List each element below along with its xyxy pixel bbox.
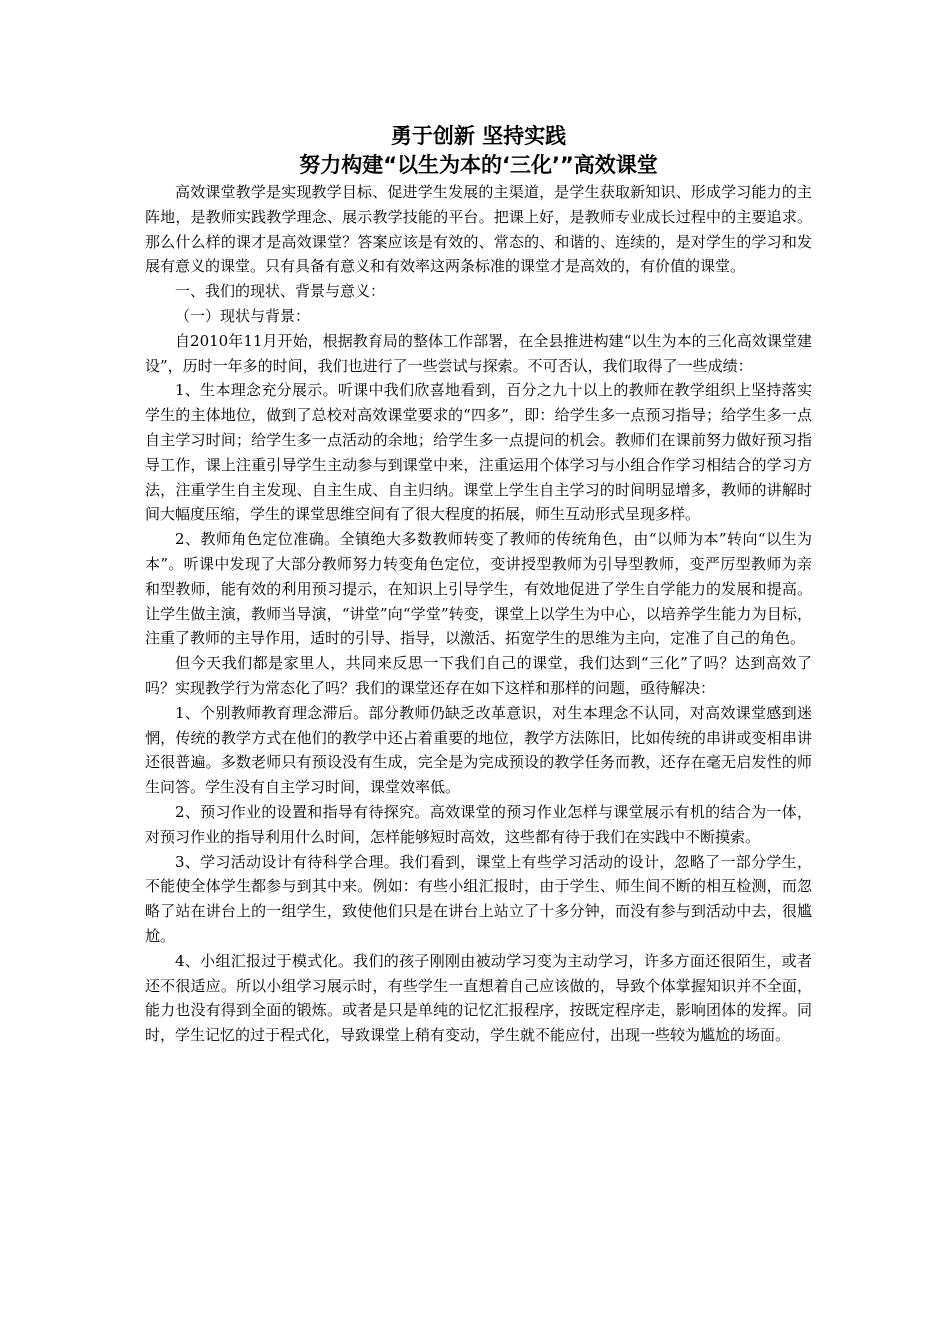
paragraph-problem-1: 1、个别教师教育理念滞后。部分教师仍缺乏改革意识，对生本理念不认同，对高效课堂感到迷惘，传统的教学方式在他们的教学中还占着重要的地位，教学方法陈旧，比如传统的串讲或变相串讲还很普遍。多数老师只有预设没有生成，完全是为完成预设的教学任务而教，还存在毫无启发性的师生问答。学生没有自主学习时间，课堂效率低。 bbox=[145, 703, 812, 797]
paragraph-intro: 高效课堂教学是实现教学目标、促进学生发展的主渠道，是学生获取新知识、形成学习能力的主阵地，是教师实践教学理念、展示教学技能的平台。把课上好，是教师专业成长过程中的主要追求。那么什么样的课才是高效课堂？答案应该是有效的、常态的、和谐的、连续的，是对学生的学习和发展有意义的课堂。只有具备有意义和有效率这两条标准的课堂才是高效的，有价值的课堂。 bbox=[145, 183, 812, 276]
heading-section-1: 一、我们的现状、背景与意义： bbox=[175, 282, 386, 301]
paragraph-problem-3: 3、学习活动设计有待科学合理。我们看到，课堂上有些学习活动的设计，忽略了一部分学生，不能使全体学生都参与到其中来。例如：有些小组汇报时，由于学生、师生间不断的相互检测，而忽略了站在讲台上的一组学生，致使他们只是在讲台上站立了十多分钟，而没有参与到活动中去，很尴尬。 bbox=[145, 852, 812, 945]
paragraph-achievement-1: 1、生本理念充分展示。听课中我们欣喜地看到，百分之九十以上的教师在教学组织上坚持落实学生的主体地位，做到了总校对高效课堂要求的“四多”，即：给学生多一点预习指导；给学生多一点自主学习时间；给学生多一点活动的余地；给学生多一点提问的机会。教师们在课前努力做好预习指导工作，课上注重引导学生主动参与到课堂中来，注重运用个体学习与小组合作学习相结合的学习方法，注重学生自主发现、自主生成、自主归纳。课堂上学生自主学习的时间明显增多，教师的讲解时间大幅度压缩，学生的课堂思维空间有了很大程度的拓展，师生互动形式呈现多样。 bbox=[145, 381, 812, 524]
paragraph-problem-2: 2、预习作业的设置和指导有待探究。高效课堂的预习作业怎样与课堂展示有机的结合为一体，对预习作业的指导利用什么时间，怎样能够短时高效，这些都有待于我们在实践中不断摸索。 bbox=[145, 802, 812, 846]
document-page bbox=[145, 122, 812, 1048]
paragraph-problem-4: 4、小组汇报过于模式化。我们的孩子刚刚由被动学习变为主动学习，许多方面还很陌生，或者还不很适应。所以小组学习展示时，有些学生一直想着自己应该做的，导致个体掌握知识并不全面，能力也没有得到全面的锻炼。或者是只是单纯的记忆汇报程序，按既定程序走，影响团体的发挥。同时，学生记忆的过于程式化，导致课堂上稍有变动，学生就不能应付，出现一些较为尴尬的场面。 bbox=[145, 951, 812, 1045]
heading-subsection-1: （一）现状与背景： bbox=[175, 306, 311, 325]
document-body bbox=[145, 180, 812, 1048]
paragraph-background: 自2010年11月开始，根据教育局的整体工作部署，在全县推进构建“以生为本的三化高效课堂建设”，历时一年多的时间，我们也进行了一些尝试与探索。不可否认，我们取得了一些成绩： bbox=[145, 331, 812, 375]
document-title-line-2: 努力构建“以生为本的‘三化’”高效课堂 bbox=[299, 153, 658, 177]
paragraph-achievement-2: 2、教师角色定位准确。全镇绝大多数教师转变了教师的传统角色，由“以师为本”转向“以生为本”。听课中发现了大部分教师努力转变角色定位，变讲授型教师为引导型教师，变严厉型教师为亲和型教师，能有效的利用预习提示，在知识上引导学生，有效地促进了学生自学能力的发展和提高。让学生做主演，教师当导演，“讲堂”向“学堂”转变，课堂上以学生为中心，以培养学生能力为目标，注重了教师的主导作用，适时的引导、指导，以激活、拓宽学生的思维为主向，定准了自己的角色。 bbox=[145, 530, 812, 648]
paragraph-reflection: 但今天我们都是家里人，共同来反思一下我们自己的课堂，我们达到“三化”了吗？达到高效了吗？实现教学行为常态化了吗？我们的课堂还存在如下这样和那样的问题，亟待解决： bbox=[145, 654, 812, 697]
document-title-line-1: 勇于创新 坚持实践 bbox=[390, 124, 567, 148]
